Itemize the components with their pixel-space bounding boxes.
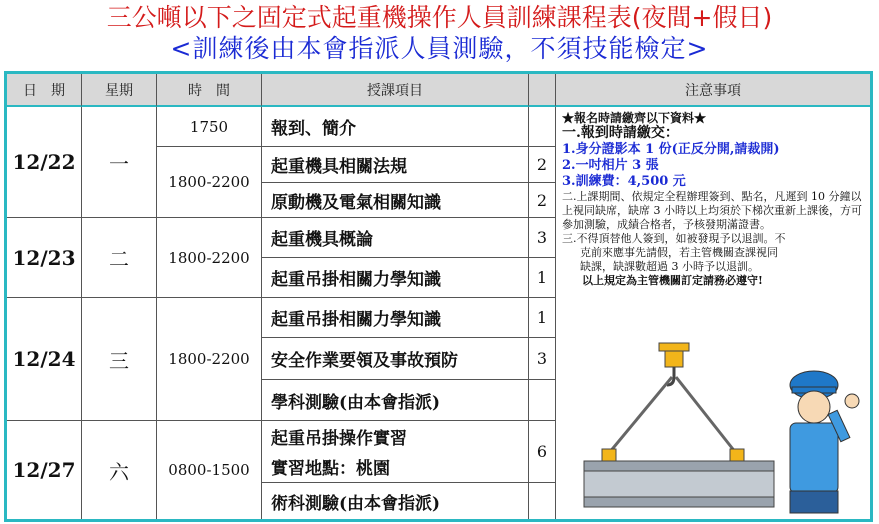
row-date: 12/27 [7,421,82,519]
row-hours: 1 [529,258,556,298]
header-time: 時 間 [157,74,262,107]
page-title: 三公噸以下之固定式起重機操作人員訓練課程表(夜間+假日) [106,3,773,32]
row-hours [529,380,556,421]
header-weekday: 星期 [82,74,157,107]
row-hours: 2 [529,147,556,183]
schedule-table [4,71,873,522]
notes-item-3-cont: 克前來應事先請假，若主管機關查課視同 [580,246,778,259]
row-subject: 安全作業要領及事故預防 [262,338,529,380]
row-subject: 起重吊掛相關力學知識 [262,258,529,298]
header-notes: 注意事項 [556,74,870,107]
notes-item-2: 二.上課期間、依規定全程辦理簽到、點名，凡遲到 10 分鐘以上視同缺席，缺席 3 小時以上均須於下梯次重新上課後，方可參加測驗，成績合格者，予核發期滿證書。 [562,190,862,231]
crane-worker-illustration [564,341,864,515]
row-time: 1800-2200 [157,147,262,218]
notes-item-1-3: 3.訓練費：4,500 元 [562,174,686,189]
notes-item-1: 一.報到時請繳交： [562,125,679,141]
row-date: 12/22 [7,107,82,218]
row-hours: 2 [529,183,556,218]
row-subject: 原動機及電氣相關知識 [262,183,529,218]
row-date: 12/23 [7,218,82,298]
row-subject: 起重吊掛相關力學知識 [262,298,529,338]
header-hours [529,74,556,107]
row-hours [529,483,556,519]
notes-panel [556,107,870,519]
row-hours: 1 [529,298,556,338]
row-weekday: 三 [82,298,157,421]
row-hours: 3 [529,338,556,380]
row-weekday: 一 [82,107,157,218]
page-subtitle: <訓練後由本會指派人員測驗，不須技能檢定> [170,34,709,63]
row-time: 1800-2200 [157,298,262,421]
row-subject: 起重吊掛操作實習 [262,421,529,451]
row-weekday: 六 [82,421,157,519]
row-subject: 學科測驗(由本會指派) [262,380,529,421]
header-subject: 授課項目 [262,74,529,107]
row-time: 1800-2200 [157,218,262,298]
notes-item-3-cont: 缺課，缺課數超過 3 小時予以退訓。 [580,260,759,273]
header-date: 日 期 [7,74,82,107]
row-time: 1750 [157,107,262,147]
row-subject: 起重機具相關法規 [262,147,529,183]
row-subject: 實習地點：桃園 [262,451,529,483]
row-date: 12/24 [7,298,82,421]
notes-heading: ★報名時請繳齊以下資料★ [562,111,707,125]
row-weekday: 二 [82,218,157,298]
row-subject: 起重機具概論 [262,218,529,258]
row-hours [529,107,556,147]
row-hours: 3 [529,218,556,258]
row-time: 0800-1500 [157,421,262,519]
notes-item-1-1: 1.身分證影本 1 份(正反分開,請裁開) [562,142,780,157]
row-hours: 6 [529,421,556,483]
notes-item-1-2: 2.一吋相片 3 張 [562,158,659,173]
notes-item-3: 三.不得頂替他人簽到，如被發現予以退訓。不 [562,232,786,245]
row-subject: 報到、簡介 [262,107,529,147]
notes-footer: 以上規定為主管機關訂定請務必遵守! [582,274,763,287]
row-subject: 術科測驗(由本會指派) [262,483,529,519]
